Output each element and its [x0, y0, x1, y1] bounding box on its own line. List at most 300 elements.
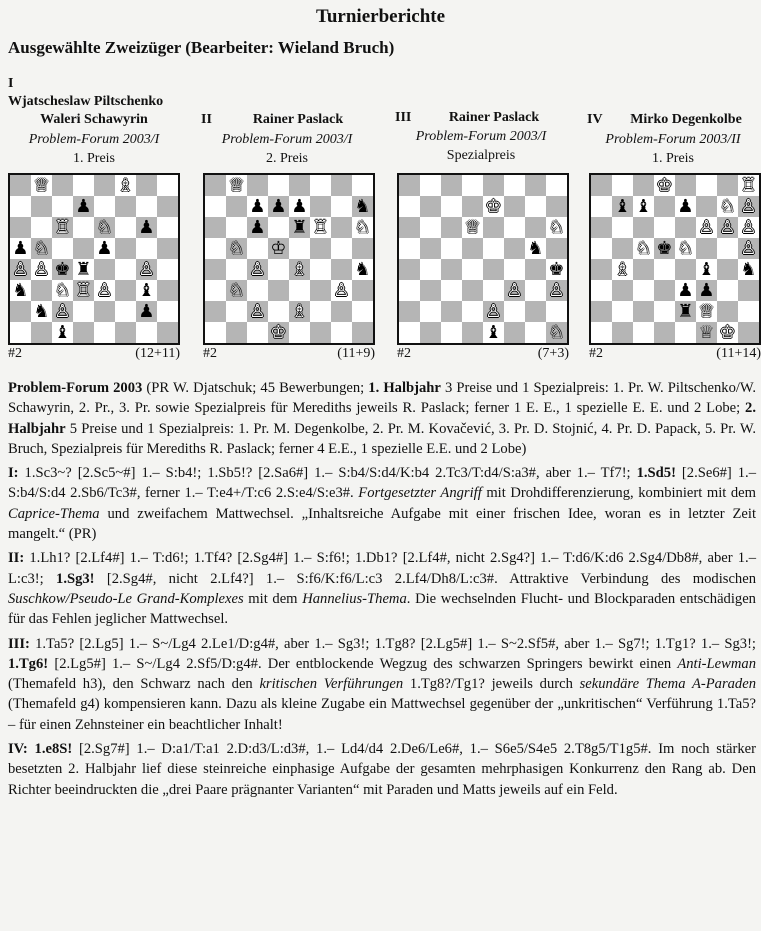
board-square-g2	[136, 301, 157, 322]
board-square-e1	[289, 322, 310, 343]
board-square-e4	[289, 259, 310, 280]
chess-piece-icon: ♘	[635, 238, 652, 259]
problem-award: 1. Preis	[652, 151, 694, 166]
chess-piece-icon: ♙	[54, 301, 71, 322]
text-run	[28, 741, 35, 757]
board-square-d4	[462, 259, 483, 280]
board-square-g8	[331, 175, 352, 196]
piece-count: (7+3)	[537, 346, 569, 361]
chess-piece-icon: ♞	[740, 259, 757, 280]
board-square-e8	[94, 175, 115, 196]
board-square-f6	[696, 217, 717, 238]
board-square-h1	[157, 322, 178, 343]
board-square-b1	[31, 322, 52, 343]
board-square-g4	[717, 259, 738, 280]
board-square-c4	[247, 259, 268, 280]
board-square-a6	[10, 217, 31, 238]
board-square-h3	[738, 280, 759, 301]
board-square-c4	[52, 259, 73, 280]
board-square-d6	[654, 217, 675, 238]
board-square-g6	[136, 217, 157, 238]
chess-piece-icon: ♙	[698, 217, 715, 238]
board-square-d5	[654, 238, 675, 259]
board-square-e2	[675, 301, 696, 322]
board-square-g5	[717, 238, 738, 259]
chess-piece-icon: ♝	[614, 196, 631, 217]
problem-4	[587, 70, 759, 174]
text-run: 5 Preise und 1 Spezialpreis: 1. Pr. M. Degenkolbe, 2. Pr. M. Kovačević, 3. Pr. D. Stojnić, 4. Pr. D. Papack, 5. Pr. W. Bruch, Spezialpreis für Merediths R. Paslack; ferner 4 E.E., 1 spezielle E.E. und 2 Lobe)	[8, 420, 756, 457]
problem-author: Waleri Schawyrin	[40, 112, 148, 127]
board-square-a4	[205, 259, 226, 280]
chess-piece-icon: ♚	[54, 259, 71, 280]
problem-source: Problem-Forum 2003/I	[415, 129, 547, 144]
text-run: (PR W. Djatschuk; 45 Bewerbungen;	[142, 380, 369, 396]
problem-number: I	[8, 76, 14, 91]
board-square-h2	[157, 301, 178, 322]
board-square-b3	[612, 280, 633, 301]
text-run: . Die wechselnden Flucht- und Blockparaden entschädigen für das Fehlen jeglicher Mattwechsel.	[8, 590, 756, 628]
board-square-e5	[675, 238, 696, 259]
board-square-d1	[268, 322, 289, 343]
problem-header	[201, 70, 373, 174]
board-square-e2	[289, 301, 310, 322]
board-square-b8	[31, 175, 52, 196]
chess-piece-icon: ♘	[719, 196, 736, 217]
chess-piece-icon: ♘	[677, 238, 694, 259]
chess-piece-icon: ♙	[740, 238, 757, 259]
board-square-e2	[483, 301, 504, 322]
chess-piece-icon: ♝	[698, 259, 715, 280]
board-square-c7	[52, 196, 73, 217]
board-square-b4	[226, 259, 247, 280]
board-square-b7	[612, 196, 633, 217]
board-square-a3	[399, 280, 420, 301]
chess-piece-icon: ♞	[33, 301, 50, 322]
board-square-b1	[226, 322, 247, 343]
board-square-h2	[738, 301, 759, 322]
board-square-c8	[441, 175, 462, 196]
board-square-c2	[247, 301, 268, 322]
text-run: 1.Sg3!	[56, 570, 95, 587]
board-square-h5	[546, 238, 567, 259]
board-square-b1	[612, 322, 633, 343]
chess-piece-icon: ♟	[96, 238, 113, 259]
text-run: 1. Halbjahr	[368, 380, 441, 396]
stipulation: #2	[8, 346, 22, 361]
board-square-a8	[591, 175, 612, 196]
board-square-a5	[591, 238, 612, 259]
board-square-f2	[504, 301, 525, 322]
board-square-a7	[591, 196, 612, 217]
board-square-b2	[226, 301, 247, 322]
board-square-h2	[546, 301, 567, 322]
board-square-h6	[546, 217, 567, 238]
board-square-a8	[10, 175, 31, 196]
chess-piece-icon: ♟	[677, 280, 694, 301]
board-square-c8	[247, 175, 268, 196]
chess-piece-icon: ♟	[138, 217, 155, 238]
board-square-g5	[525, 238, 546, 259]
chess-board	[589, 173, 761, 345]
stipulation: #2	[397, 346, 411, 361]
board-square-d7	[268, 196, 289, 217]
board-square-c5	[633, 238, 654, 259]
board-square-c7	[441, 196, 462, 217]
problem-source: Problem-Forum 2003/I	[221, 132, 353, 147]
board-square-f4	[310, 259, 331, 280]
board-square-f1	[696, 322, 717, 343]
chess-piece-icon: ♜	[291, 217, 308, 238]
chess-piece-icon: ♗	[117, 175, 134, 196]
problem-header	[8, 70, 180, 174]
board-square-d8	[462, 175, 483, 196]
board-square-f1	[504, 322, 525, 343]
chess-piece-icon: ♟	[75, 196, 92, 217]
chess-piece-icon: ♔	[485, 196, 502, 217]
board-square-b7	[31, 196, 52, 217]
board-square-g5	[136, 238, 157, 259]
problem-3	[395, 70, 567, 174]
board-square-h5	[738, 238, 759, 259]
stipulation: #2	[203, 346, 217, 361]
board-square-h6	[738, 217, 759, 238]
chess-piece-icon: ♔	[656, 175, 673, 196]
chess-piece-icon: ♙	[719, 217, 736, 238]
intro-paragraph	[8, 378, 756, 459]
text-run: Problem-Forum 2003	[8, 380, 143, 396]
chess-piece-icon: ♖	[54, 217, 71, 238]
board-square-d1	[654, 322, 675, 343]
board-square-e8	[483, 175, 504, 196]
text-run: mit Drohdifferenzierung, kombiniert mit dem	[481, 485, 757, 502]
chess-piece-icon: ♘	[354, 217, 371, 238]
board-square-c6	[52, 217, 73, 238]
board-square-h3	[546, 280, 567, 301]
board-square-d6	[462, 217, 483, 238]
chess-piece-icon: ♖	[312, 217, 329, 238]
board-square-c4	[633, 259, 654, 280]
board-square-f6	[310, 217, 331, 238]
board-square-g8	[136, 175, 157, 196]
board-square-a4	[399, 259, 420, 280]
board-square-g6	[525, 217, 546, 238]
board-square-a2	[399, 301, 420, 322]
chess-piece-icon: ♟	[138, 301, 155, 322]
board-square-d4	[268, 259, 289, 280]
board-square-g1	[331, 322, 352, 343]
chess-piece-icon: ♝	[54, 322, 71, 343]
board-square-d8	[654, 175, 675, 196]
board-square-a3	[10, 280, 31, 301]
board-square-h4	[157, 259, 178, 280]
board-square-c1	[52, 322, 73, 343]
board-square-g3	[331, 280, 352, 301]
text-run: Anti-Lewman	[677, 655, 756, 672]
text-run: 1.Sc3~? [2.Sc5~#] 1.– S:b4!; 1.Sb5!? [2.Sa6#] 1.– S:b4/S:d4/K:b4 2.Tc3/T:d4/S:a3#, aber 1.– Tf7!;	[18, 465, 637, 482]
piece-count: (11+14)	[716, 346, 761, 361]
board-square-a6	[399, 217, 420, 238]
board-square-f5	[696, 238, 717, 259]
board-square-c2	[633, 301, 654, 322]
chess-piece-icon: ♗	[291, 259, 308, 280]
board-square-e3	[289, 280, 310, 301]
problem-award: 1. Preis	[73, 151, 115, 166]
board-square-d4	[73, 259, 94, 280]
chess-piece-icon: ♜	[75, 259, 92, 280]
board-square-d8	[268, 175, 289, 196]
chess-board	[8, 173, 180, 345]
board-square-f2	[115, 301, 136, 322]
board-square-c2	[441, 301, 462, 322]
board-square-d7	[73, 196, 94, 217]
board-square-c5	[52, 238, 73, 259]
board-square-c7	[247, 196, 268, 217]
page-title: Turnierberichte	[315, 6, 446, 27]
board-square-a8	[399, 175, 420, 196]
board-square-a4	[10, 259, 31, 280]
board-square-f4	[504, 259, 525, 280]
board-square-e5	[94, 238, 115, 259]
board-square-d3	[462, 280, 483, 301]
problem-number: II	[201, 112, 212, 127]
problem-number: III	[395, 110, 412, 125]
board-square-f8	[696, 175, 717, 196]
board-square-f2	[696, 301, 717, 322]
board-square-d3	[73, 280, 94, 301]
board-square-g7	[331, 196, 352, 217]
chess-piece-icon: ♚	[548, 259, 565, 280]
board-square-g1	[136, 322, 157, 343]
board-square-e7	[289, 196, 310, 217]
board-square-b5	[226, 238, 247, 259]
text-run: 1.Ta5? [2.Lg5] 1.– S~/Lg4 2.Le1/D:g4#, aber 1.– Sg3!; 1.Tg8? [2.Lg5#] 1.– S~2.Sf5#, aber 1.– Sg7!; 1.Tg1? 1.– Sg3!;	[29, 635, 756, 652]
board-square-c8	[52, 175, 73, 196]
board-square-h6	[352, 217, 373, 238]
chess-piece-icon: ♘	[548, 322, 565, 343]
text-run: 1.Sd5!	[636, 465, 676, 482]
board-square-e6	[483, 217, 504, 238]
board-square-h1	[546, 322, 567, 343]
board-square-a6	[205, 217, 226, 238]
board-square-e6	[289, 217, 310, 238]
text-run: [2.Se6#] 1.– S:b4/S:d4 2.Sb6/Tc3#, ferner 1.– T:e4+/T:c6 2.S:e4/S:e3#.	[8, 465, 756, 502]
piece-count: (12+11)	[135, 346, 180, 361]
board-square-a5	[205, 238, 226, 259]
board-square-e4	[94, 259, 115, 280]
board-square-g8	[525, 175, 546, 196]
board-square-f1	[115, 322, 136, 343]
board-square-d5	[268, 238, 289, 259]
board-square-b3	[420, 280, 441, 301]
chess-piece-icon: ♟	[249, 217, 266, 238]
problem-1	[8, 70, 180, 174]
board-square-e8	[289, 175, 310, 196]
board-square-e7	[94, 196, 115, 217]
text-run: kritischen Verführungen	[259, 676, 404, 693]
chess-piece-icon: ♞	[527, 238, 544, 259]
board-square-h8	[546, 175, 567, 196]
board-square-f7	[696, 196, 717, 217]
board-square-c7	[633, 196, 654, 217]
chess-piece-icon: ♕	[464, 217, 481, 238]
board-square-h4	[352, 259, 373, 280]
board-square-a2	[591, 301, 612, 322]
chess-piece-icon: ♕	[698, 322, 715, 343]
board-square-b5	[612, 238, 633, 259]
board-square-e6	[675, 217, 696, 238]
problem-header	[395, 70, 567, 174]
problem-source: Problem-Forum 2003/I	[28, 132, 160, 147]
board-square-g3	[717, 280, 738, 301]
board-square-e7	[483, 196, 504, 217]
problem-author: Wjatscheslaw Piltschenko	[8, 94, 164, 109]
board-square-a1	[399, 322, 420, 343]
board-square-g2	[331, 301, 352, 322]
board-square-b5	[31, 238, 52, 259]
stipulation: #2	[589, 346, 603, 361]
chess-piece-icon: ♟	[12, 238, 29, 259]
board-square-d8	[73, 175, 94, 196]
board-square-h2	[352, 301, 373, 322]
board-square-c3	[247, 280, 268, 301]
board-square-d3	[268, 280, 289, 301]
chess-piece-icon: ♖	[740, 175, 757, 196]
board-square-f3	[504, 280, 525, 301]
board-square-c4	[441, 259, 462, 280]
board-square-f3	[115, 280, 136, 301]
chess-piece-icon: ♘	[548, 217, 565, 238]
board-square-b3	[226, 280, 247, 301]
text-run: 2. Halbjahr	[8, 400, 756, 437]
chess-piece-icon: ♟	[249, 196, 266, 217]
solution-paragraph-3	[8, 634, 756, 735]
board-square-f7	[115, 196, 136, 217]
board-square-b8	[226, 175, 247, 196]
text-run: 1.Lh1? [2.Lf4#] 1.– T:d6!; 1.Tf4? [2.Sg4#] 1.– S:f6!; 1.Db1? [2.Lf4#, nicht 2.Sg4?] 1.– T:d6/K:d6 2.Sg4/Db8#, aber 1.– L:c3!;	[8, 550, 756, 587]
board-square-e6	[94, 217, 115, 238]
text-run: 1.e8S!	[34, 741, 73, 758]
board-square-b6	[31, 217, 52, 238]
text-run: 3 Preise und 1 Spezialpreis: 1. Pr. W. Piltschenko/W. Schawyrin, 2. Pr., 3. Pr. sowie Spezialpreis für Merediths jeweils R. Paslack; ferner 1 E. E., 1 spezielle E. E. und 2 Lobe;	[8, 380, 757, 417]
board-square-g7	[525, 196, 546, 217]
text-run: 1.Tg6!	[8, 655, 49, 672]
text-run: mit dem	[243, 590, 303, 607]
chess-piece-icon: ♝	[485, 322, 502, 343]
text-run: [2.Lg5#] 1.– S~/Lg4 2.Sf5/D:g4#. Der entblockende Wegzug des schwarzen Springers bewirkt einen	[48, 655, 678, 672]
chess-piece-icon: ♙	[740, 196, 757, 217]
board-square-f7	[504, 196, 525, 217]
problem-author: Rainer Paslack	[252, 112, 344, 127]
board-square-g6	[717, 217, 738, 238]
problem-author: Rainer Paslack	[448, 110, 540, 125]
board-square-d2	[73, 301, 94, 322]
chess-piece-icon: ♘	[54, 280, 71, 301]
chess-piece-icon: ♟	[677, 196, 694, 217]
chess-piece-icon: ♟	[291, 196, 308, 217]
text-run: Suschkow/Pseudo-Le Grand-Komplexes	[8, 590, 244, 607]
board-square-c5	[247, 238, 268, 259]
board-square-c5	[441, 238, 462, 259]
chess-piece-icon: ♙	[33, 259, 50, 280]
board-square-g8	[717, 175, 738, 196]
board-square-e1	[94, 322, 115, 343]
chess-board	[203, 173, 375, 345]
board-square-a6	[591, 217, 612, 238]
chess-board	[397, 173, 569, 345]
text-run: Caprice-Thema	[8, 505, 100, 522]
board-square-e5	[289, 238, 310, 259]
chess-piece-icon: ♘	[228, 280, 245, 301]
chess-piece-icon: ♚	[656, 238, 673, 259]
board-square-g3	[525, 280, 546, 301]
board-square-c3	[441, 280, 462, 301]
problem-author: Mirko Degenkolbe	[630, 112, 742, 127]
board-square-h8	[157, 175, 178, 196]
board-square-f4	[696, 259, 717, 280]
board-square-f3	[696, 280, 717, 301]
problem-award: 2. Preis	[266, 151, 308, 166]
board-square-b6	[420, 217, 441, 238]
board-square-g6	[331, 217, 352, 238]
board-square-c8	[633, 175, 654, 196]
board-square-d1	[73, 322, 94, 343]
text-run: II:	[8, 550, 25, 567]
board-square-c6	[247, 217, 268, 238]
chess-piece-icon: ♟	[270, 196, 287, 217]
board-square-a8	[205, 175, 226, 196]
board-square-h6	[157, 217, 178, 238]
board-square-f7	[310, 196, 331, 217]
board-square-f8	[115, 175, 136, 196]
text-run: sekundäre Thema A-Paraden	[579, 676, 756, 693]
board-square-h3	[157, 280, 178, 301]
board-square-a2	[10, 301, 31, 322]
chess-piece-icon: ♔	[719, 322, 736, 343]
board-square-e3	[483, 280, 504, 301]
board-square-d1	[462, 322, 483, 343]
board-square-c2	[52, 301, 73, 322]
board-square-g4	[525, 259, 546, 280]
board-square-h7	[157, 196, 178, 217]
chess-piece-icon: ♙	[12, 259, 29, 280]
board-square-e3	[94, 280, 115, 301]
chess-piece-icon: ♕	[228, 175, 245, 196]
text-run: und zweifachem Mattwechsel. „Inhaltsreiche Aufgabe mit einer frischen Idee, woran es in letzter Zeit mangelt.“ (PR)	[8, 505, 756, 543]
board-square-h8	[738, 175, 759, 196]
board-square-h4	[738, 259, 759, 280]
text-run: IV:	[8, 741, 28, 758]
text-run: Hannelius-Thema	[302, 590, 407, 607]
board-square-b4	[420, 259, 441, 280]
board-square-c1	[247, 322, 268, 343]
solution-paragraph-2	[8, 548, 756, 629]
board-square-a5	[399, 238, 420, 259]
board-square-d6	[268, 217, 289, 238]
board-square-f5	[115, 238, 136, 259]
chess-piece-icon: ♙	[249, 259, 266, 280]
chess-piece-icon: ♞	[354, 196, 371, 217]
text-run: [2.Sg7#] 1.– D:a1/T:a1 2.D:d3/L:d3#, 1.– Ld4/d4 2.De6/Le6#, 1.– S6e5/S4e5 2.T8g5/T1g5#. Im noch stärker besetzten 2. Halbjahr lief diese steinreiche einphasige Aufgabe der gesamten mehrphasigen Konkurrenz den Rang ab. Den Richter beeindruckten die „drei Paare prägnanter Varianten“ mit Paraden und Matts jeweils auf ein Feld.	[8, 741, 756, 798]
board-square-f5	[504, 238, 525, 259]
problem-2	[201, 70, 373, 174]
board-square-d2	[462, 301, 483, 322]
board-square-f4	[115, 259, 136, 280]
board-square-a3	[591, 280, 612, 301]
chess-piece-icon: ♝	[635, 196, 652, 217]
chess-piece-icon: ♟	[698, 280, 715, 301]
board-square-b2	[31, 301, 52, 322]
board-square-c3	[52, 280, 73, 301]
